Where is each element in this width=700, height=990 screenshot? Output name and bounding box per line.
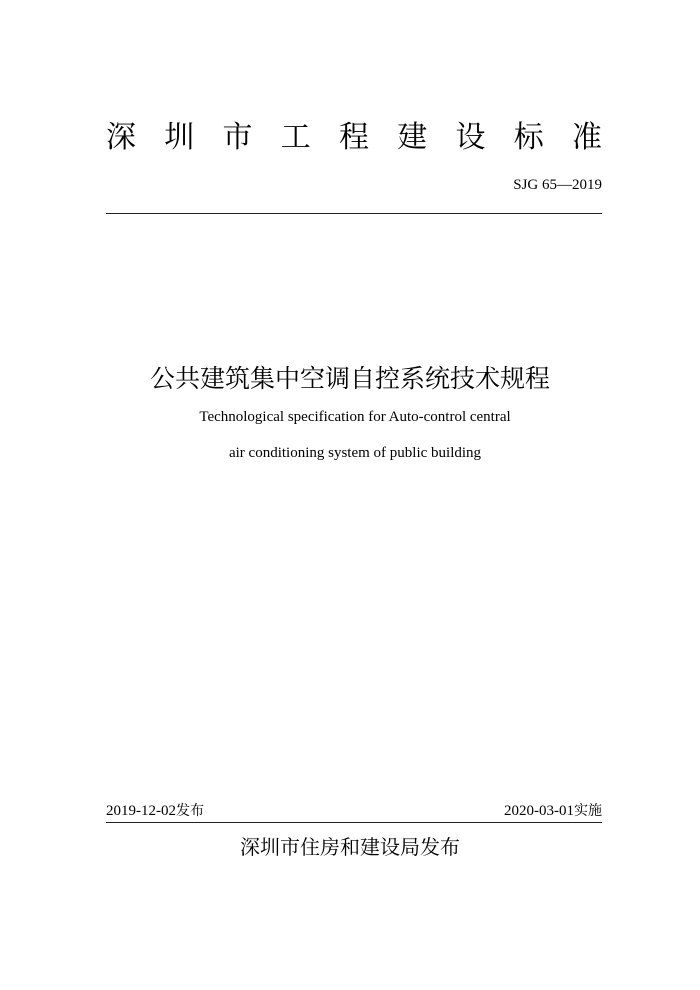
effective-date-label: 实施 <box>574 803 602 819</box>
series-char: 工 <box>280 120 311 155</box>
top-divider <box>106 213 602 214</box>
series-char: 深 <box>106 120 136 155</box>
document-title-english-line2: air conditioning system of public building <box>228 445 482 461</box>
effective-date <box>504 802 602 820</box>
effective-date-value: 2020-03-01 <box>504 803 574 819</box>
bottom-divider <box>106 822 602 823</box>
series-char: 圳 <box>164 120 195 155</box>
document-title-english-line1: Technological specification for Auto-control central <box>199 409 511 425</box>
issue-date-label: 发布 <box>176 803 204 819</box>
series-char: 标 <box>513 120 544 155</box>
issue-date-value: 2019-12-02 <box>106 803 176 819</box>
publisher: 深圳市住房和建设局发布 <box>240 835 460 859</box>
series-char: 建 <box>397 120 428 155</box>
series-char: 设 <box>455 120 486 155</box>
standard-series-title <box>106 118 602 158</box>
series-char: 准 <box>572 120 602 155</box>
standard-code: SJG 65—2019 <box>513 177 602 193</box>
series-char: 市 <box>222 120 253 155</box>
issue-date <box>106 802 204 820</box>
series-char: 程 <box>339 120 369 155</box>
document-title-chinese: 公共建筑集中空调自控系统技术规程 <box>149 364 550 393</box>
